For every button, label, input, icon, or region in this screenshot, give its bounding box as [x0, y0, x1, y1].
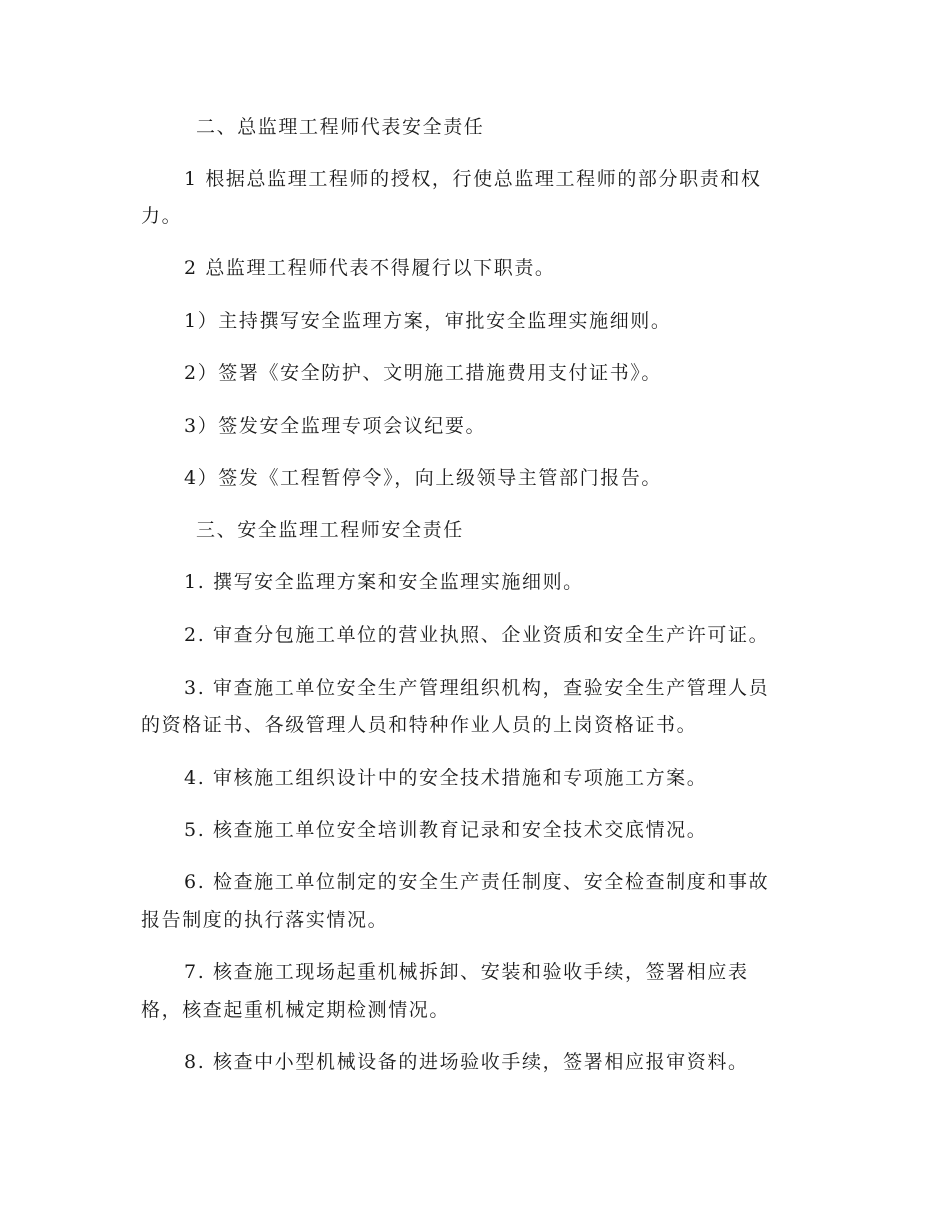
section-3-item-5: 5. 核查施工单位安全培训教育记录和安全技术交底情况。: [184, 819, 708, 841]
section-2-subitem-3: 3）签发安全监理专项会议纪要。: [184, 415, 487, 437]
section-3-item-4: 4. 审核施工组织设计中的安全技术措施和专项施工方案。: [184, 767, 708, 789]
section-2-item-1-line-2: 力。: [141, 205, 183, 227]
section-3-item-6-line-2: 报告制度的执行落实情况。: [141, 909, 389, 931]
section-2-item-2: 2 总监理工程师代表不得履行以下职责。: [184, 257, 556, 279]
section-2-heading: 二、总监理工程师代表安全责任: [196, 116, 485, 138]
section-3-item-7-line-2: 格，核查起重机械定期检测情况。: [141, 999, 451, 1021]
section-3-item-8: 8. 核查中小型机械设备的进场验收手续，签署相应报审资料。: [184, 1051, 749, 1073]
section-3-item-3-line-1: 3. 审查施工单位安全生产管理组织机构，查验安全生产管理人员: [184, 677, 770, 699]
section-3-item-3-line-2: 的资格证书、各级管理人员和特种作业人员的上岗资格证书。: [141, 714, 698, 736]
section-2-subitem-1: 1）主持撰写安全监理方案，审批安全监理实施细则。: [184, 310, 672, 332]
section-2-subitem-4: 4）签发《工程暂停令》，向上级领导主管部门报告。: [184, 467, 662, 489]
section-3-item-6-line-1: 6. 检查施工单位制定的安全生产责任制度、安全检查制度和事故: [184, 871, 770, 893]
section-3-item-1: 1. 撰写安全监理方案和安全监理实施细则。: [184, 571, 584, 593]
section-2-item-1-line-1: 1 根据总监理工程师的授权，行使总监理工程师的部分职责和权: [184, 168, 762, 190]
section-3-item-7-line-1: 7. 核查施工现场起重机械拆卸、安装和验收手续，签署相应表: [184, 961, 749, 983]
section-3-heading: 三、安全监理工程师安全责任: [196, 519, 464, 541]
section-3-item-2: 2. 审查分包施工单位的营业执照、企业资质和安全生产许可证。: [184, 624, 770, 646]
section-2-subitem-2: 2）签署《安全防护、文明施工措施费用支付证书》。: [184, 362, 662, 384]
